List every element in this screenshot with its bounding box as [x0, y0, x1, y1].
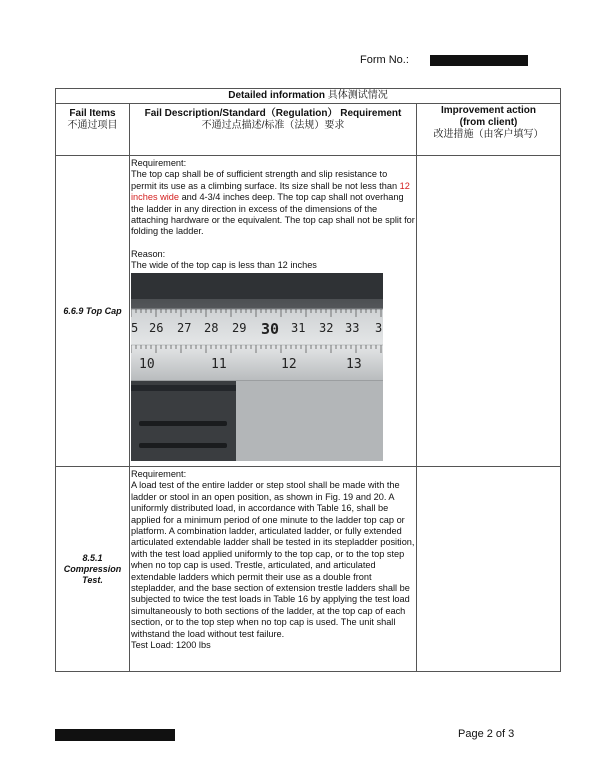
- header-description-en: Fail Description/Standard（Regulation） Requirement: [144, 108, 402, 119]
- header-description-cn: 不通过点描述/标准（法规）要求: [201, 120, 345, 131]
- table-title: [56, 89, 561, 104]
- ruler-top-number: 28: [204, 320, 219, 335]
- ruler-top-number: 27: [177, 320, 192, 335]
- improvement-action-top-cap[interactable]: [417, 156, 561, 467]
- description-top-cap: [130, 156, 417, 467]
- header-improvement-cn: 改进措施（由客户填写）: [433, 129, 544, 140]
- table-row: [56, 467, 561, 672]
- ruler-bottom-number: 12: [281, 356, 297, 372]
- table-title-cn: 具体测试情况: [327, 90, 388, 101]
- header-fail-items: [56, 104, 130, 156]
- ruler-top-number: 3: [375, 320, 383, 335]
- redacted-form-number: [430, 55, 528, 66]
- ruler-bottom-number: 11: [211, 356, 227, 372]
- header-fail-items-en: Fail Items: [69, 108, 116, 119]
- table-title-en: Detailed information: [228, 90, 325, 101]
- header-improvement: [417, 104, 561, 156]
- fail-item-compression-test: 8.5.1 Compression Test.: [56, 467, 130, 672]
- requirement-text-part2: and 4-3/4 inches deep. The top cap shall not overhang the ladder in any direction in excess of the dimensions of the attaching hardware or the equivalent. The top cap shall not be split for folding the ladder.: [131, 192, 415, 237]
- ruler-top-number: 32: [319, 320, 334, 335]
- reason-text: The wide of the top cap is less than 12 inches: [131, 260, 317, 271]
- page-number: Page 2 of 3: [458, 728, 515, 740]
- reason-label: Reason:: [131, 248, 166, 259]
- form-number-label: Form No.:: [360, 54, 409, 66]
- header-improvement-en-1: Improvement action: [440, 105, 537, 116]
- ruler-bottom-number: 13: [346, 356, 362, 372]
- requirement-text-part1: The top cap shall be of sufficient strength and slip resistance to permit its use as a climbing surface. Its size shall be not less than: [131, 169, 400, 191]
- ruler-top-number: 30: [261, 319, 280, 338]
- requirement-label: Requirement:: [131, 158, 187, 168]
- header-description: [130, 104, 417, 156]
- header-fail-items-cn: 不通过项目: [67, 120, 118, 131]
- ruler-top-number: 26: [149, 320, 164, 335]
- fail-item-top-cap: 6.6.9 Top Cap: [56, 156, 130, 467]
- improvement-action-compression-test[interactable]: [417, 467, 561, 672]
- ruler-top-number: 31: [291, 320, 306, 335]
- requirement-label: Requirement:: [131, 469, 187, 479]
- redacted-footer: [55, 729, 175, 741]
- requirement-highlight: 12 inches wide: [131, 180, 410, 203]
- ruler-top-number: 29: [232, 320, 247, 335]
- ruler-illustration: [131, 273, 383, 461]
- ruler-top-number: 33: [345, 320, 360, 335]
- requirement-text: [131, 169, 415, 237]
- ruler-top-number: 5: [131, 320, 139, 335]
- header-improvement-en-2: (from client): [459, 117, 518, 128]
- requirement-text: A load test of the entire ladder or step stool shall be made with the ladder or stool in an open position, as shown in Fig. 19 and 20. A uniformly distributed load, in accordance with Table 16, shall be applied for a minimum period of one minute to the ladder top cap or platform. A combination ladder, articulated ladder, or fully extended articulated extendable ladder shall be tested in its stepladder position, with the test load applied uniformly to the top cap, or to the top step when no top cap is used. Trestle, articulated, and articulated extendable ladders which permit their use as a double front stepladder, and the base section of extension trestle ladders shall be subjected to twice the test loads in Table 16 by applying the test load simultaneously to both sections of the ladder, at the top cap of each section, or to the top step when no top cap is used. The unit shall withstand the load without test failure.: [131, 480, 415, 639]
- ruler-photo: [131, 273, 383, 461]
- detail-table: [55, 88, 561, 672]
- test-load: Test Load: 1200 lbs: [131, 640, 211, 651]
- table-row: [56, 156, 561, 467]
- description-compression-test: [130, 467, 417, 672]
- ruler-bottom-number: 10: [139, 356, 155, 372]
